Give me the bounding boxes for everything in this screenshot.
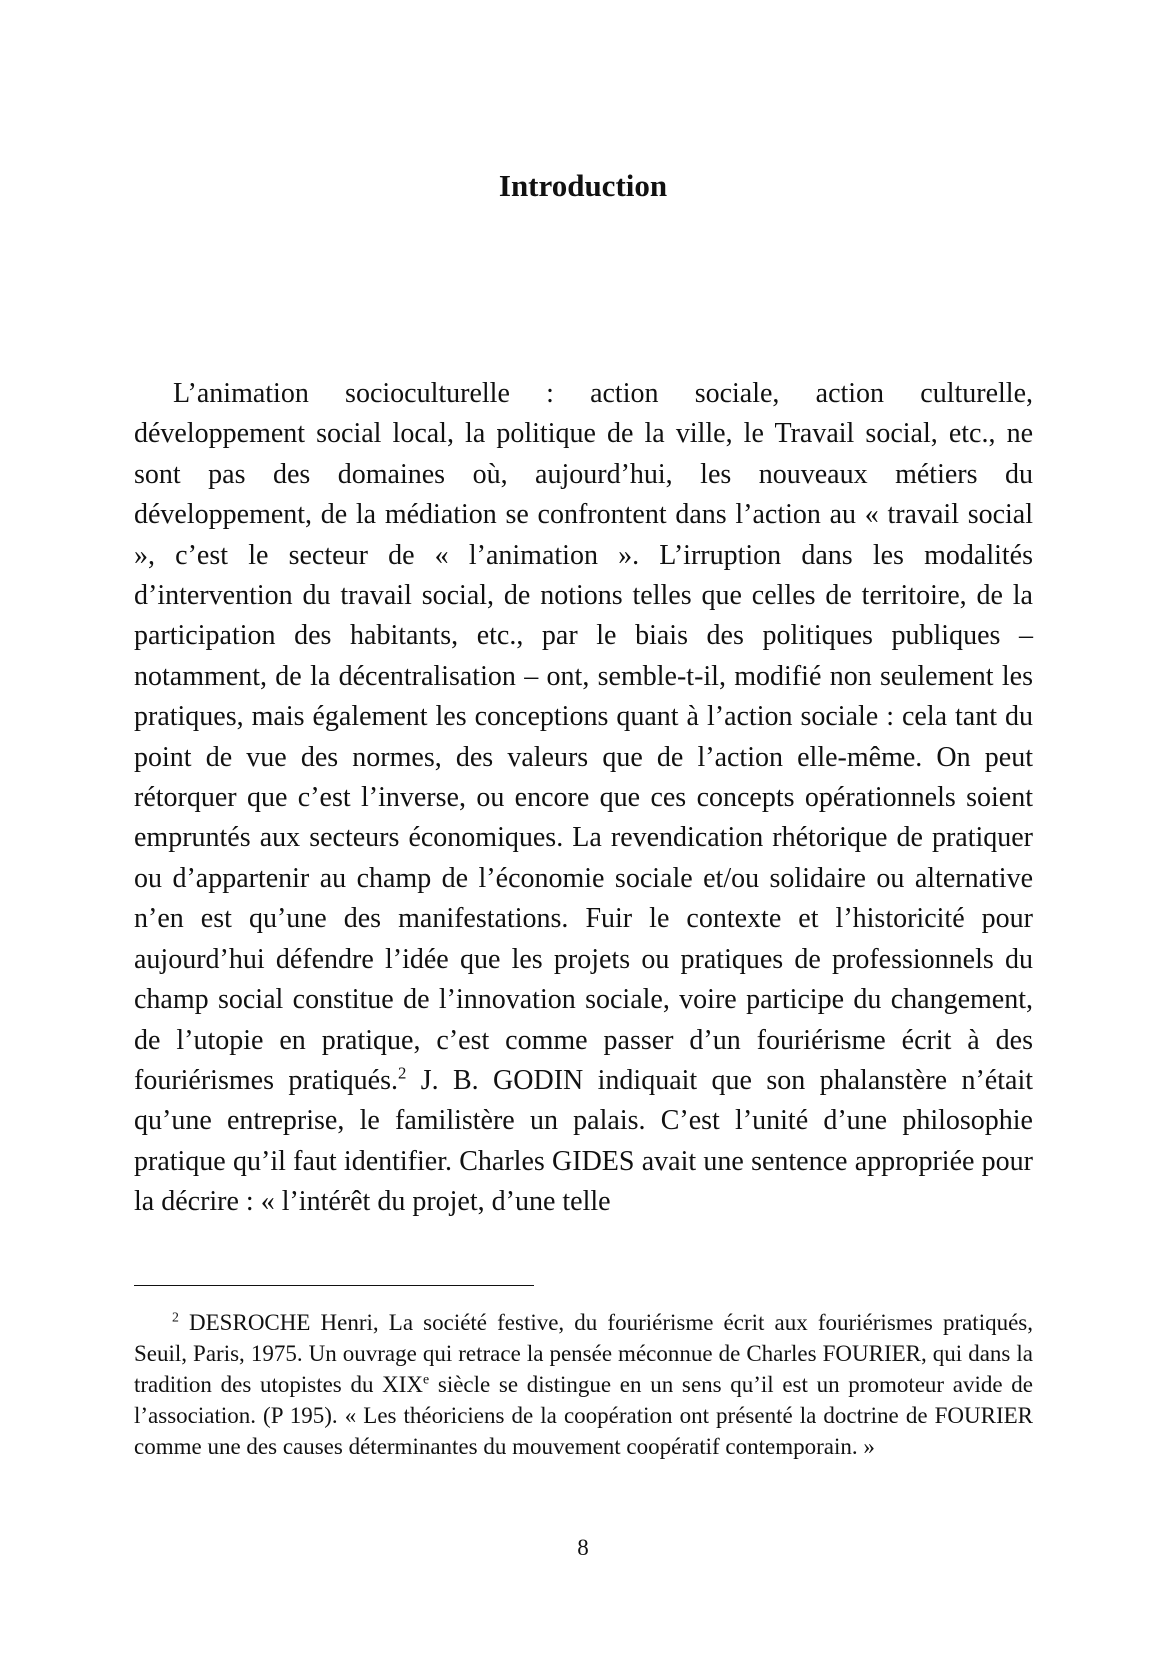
- footnote-text-part-1: DESROCHE Henri, La société festive, du fouriérisme écrit aux fouriérismes pratiqués, Seuil, Paris, 1975. Un ouvrage qui retrace la pensée méconnue de Charles FOURIER, qui dans la tradition des utopistes du XIX: [134, 1310, 1033, 1397]
- century-superscript: e: [423, 1371, 430, 1387]
- body-text-before-note: L’animation socioculturelle : action sociale, action culturelle, développement social local, la politique de la ville, le Travail social, etc., ne sont pas des domaines où, aujourd’hui, les nouveaux métiers du développement, de la médiation se confrontent dans l’action au « travail social », c’est le secteur de « l’animation ». L’irruption dans les modalités d’intervention du travail social, de notions telles que celles de territoire, de la participation des habitants, etc., par le biais des politiques publiques – notamment, de la décentralisation – ont, semble-t-il, modifié non seulement les pratiques, mais également les conceptions quant à l’action sociale : cela tant du point de vue des normes, des valeurs que de l’action elle-même. On peut rétorquer que c’est l’inverse, ou encore que ces concepts opérationnels soient empruntés aux secteurs économiques. La revendication rhétorique de pratiquer ou d’appartenir au champ de l’économie sociale et/ou solidaire ou alternative n’en est qu’une des manifestations. Fuir le contexte et l’historicité pour aujourd’hui défendre l’idée que les projets ou pratiques de professionnels du champ social constitue de l’innovation sociale, voire participe du changement, de l’utopie en pratique, c’est comme passer d’un fouriérisme écrit à des fouriérismes pratiqués.: [134, 378, 1033, 1096]
- body-paragraph: [134, 374, 1033, 1223]
- footnote-number: 2: [172, 1309, 179, 1325]
- page-number: 8: [577, 1535, 589, 1560]
- footnote-text-part-2: siècle se distingue en un sens qu’il est un promoteur avide de l’association. (P 195). « Les théoriciens de la coopération ont présenté la doctrine de FOURIER comme une des causes déterminantes du mouvement coopératif contemporain. »: [134, 1372, 1034, 1459]
- chapter-title: Introduction: [498, 168, 668, 203]
- footnote-separator-rule: [134, 1285, 534, 1286]
- footnote: [134, 1307, 1033, 1462]
- footnote-reference-marker: 2: [397, 1063, 407, 1083]
- body-text-after-note: J. B. GODIN indiquait que son phalanstère n’était qu’une entreprise, le familistère un palais. C’est l’unité d’une philosophie pratique qu’il faut identifier. Charles GIDES avait une sentence appropriée pour la décrire : « l’intérêt du projet, d’une telle: [134, 1064, 1034, 1218]
